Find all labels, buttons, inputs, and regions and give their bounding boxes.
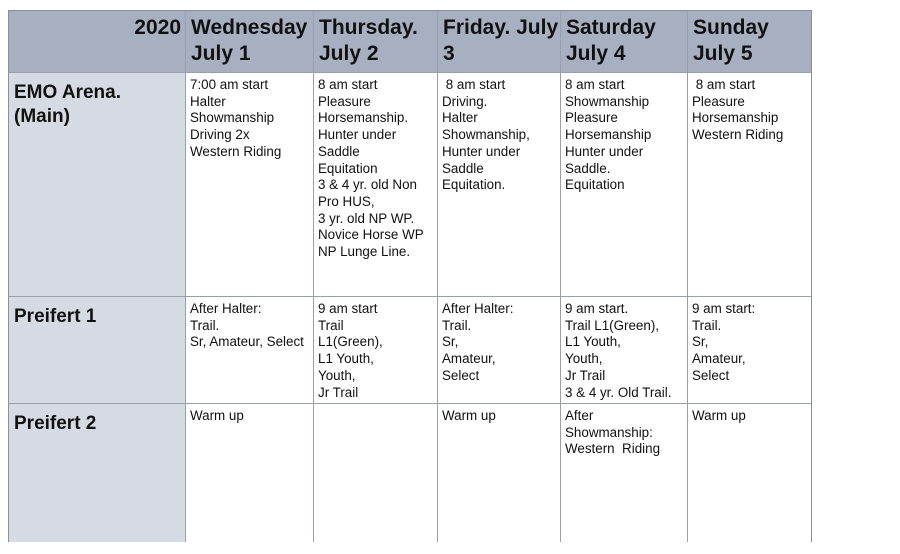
- schedule-entry: Trail: [318, 317, 344, 333]
- schedule-entry: Amateur,: [692, 351, 746, 367]
- day-name: Wednesday: [191, 16, 308, 39]
- arena-label: [9, 404, 186, 542]
- arena-row-preifert-1: [9, 297, 811, 404]
- schedule-cell: [314, 73, 438, 297]
- schedule-entry: Horsemanship: [565, 127, 652, 143]
- schedule-entry: Halter: [190, 93, 226, 109]
- arena-name-line: EMO Arena.: [14, 82, 121, 103]
- year-label: 2020: [134, 16, 181, 39]
- schedule-entry: Western Riding: [190, 143, 282, 159]
- schedule-cell: [438, 297, 561, 404]
- schedule-entry: L1 Youth,: [565, 334, 621, 350]
- schedule-entry: L1 Youth,: [318, 351, 374, 367]
- schedule-entry: Trail L1(Green),: [565, 317, 660, 333]
- day-header-thursday: [314, 11, 438, 73]
- schedule-entry: Western Riding: [565, 441, 661, 457]
- schedule-entry: Select: [442, 367, 480, 383]
- schedule-entry: Hunter under: [318, 127, 397, 143]
- schedule-entry: Equitation.: [442, 177, 506, 193]
- schedule-entry: After Halter:: [190, 301, 262, 316]
- arena-name-line: Preifert 1: [14, 306, 97, 327]
- schedule-cell: [561, 73, 688, 297]
- arena-name-line: (Main): [14, 106, 70, 127]
- schedule-cell: [688, 73, 811, 297]
- schedule-entry: Jr Trail: [318, 384, 359, 400]
- schedule-entry: 8 am start: [318, 77, 378, 92]
- schedule-entry: Saddle: [318, 143, 360, 159]
- schedule-entry: Western Riding: [692, 127, 784, 143]
- day-name: Saturday: [566, 16, 656, 39]
- schedule-cell: [186, 73, 314, 297]
- day-name: Sunday: [693, 16, 769, 39]
- schedule-entry: Driving.: [442, 93, 488, 109]
- schedule-cell: [438, 404, 561, 542]
- schedule-entry: 9 am start:: [692, 301, 756, 316]
- arena-label: [9, 73, 186, 297]
- schedule-entry: Showmanship: [565, 93, 650, 109]
- schedule-entry: Sr,: [692, 334, 709, 350]
- schedule-cell: [688, 404, 811, 542]
- schedule-cell: [561, 404, 688, 542]
- schedule-entry: After: [565, 408, 594, 423]
- schedule-entry: L1(Green),: [318, 334, 383, 350]
- schedule-entry: Youth,: [565, 351, 603, 367]
- day-header-friday: [438, 11, 561, 73]
- day-date: July 2: [319, 42, 379, 65]
- schedule-entry: Equitation: [318, 160, 378, 176]
- schedule-entry: Horsemanship: [692, 110, 779, 126]
- header-row: [9, 11, 811, 73]
- schedule-entry: Pleasure: [318, 93, 371, 109]
- schedule-entry: Horsemanship.: [318, 110, 409, 126]
- arena-row-emo: [9, 73, 811, 297]
- schedule-cell: [314, 297, 438, 404]
- schedule-cell: [314, 404, 438, 542]
- arena-name-line: Preifert 2: [14, 413, 97, 434]
- schedule-entry: Jr Trail: [565, 367, 606, 383]
- schedule-entry: After Halter:: [442, 301, 514, 316]
- schedule-cell: [186, 404, 314, 542]
- schedule-entry: 3 & 4 yr. old Non: [318, 177, 417, 193]
- schedule-entry: Showmanship:: [565, 424, 653, 440]
- schedule-cell: [688, 297, 811, 404]
- day-name: Thursday.: [319, 16, 418, 39]
- schedule-entry: Showmanship: [190, 110, 275, 126]
- schedule-entry: Hunter under: [565, 143, 644, 159]
- schedule-entry: Pleasure: [565, 110, 618, 126]
- schedule-cell: [438, 73, 561, 297]
- day-date: July 1: [191, 42, 251, 65]
- schedule-entry: 9 am start: [318, 301, 378, 316]
- schedule-entry: NP Lunge Line.: [318, 244, 411, 260]
- schedule-entry: Novice Horse WP: [318, 227, 424, 243]
- schedule-cell: [561, 297, 688, 404]
- schedule-entry: 9 am start.: [565, 301, 629, 316]
- schedule-entry: Trail.: [190, 317, 220, 333]
- arena-label: [9, 297, 186, 404]
- schedule-entry: Trail.: [442, 317, 472, 333]
- day-date: July 5: [693, 42, 753, 65]
- schedule-entry: Warm up: [692, 408, 746, 423]
- schedule-entry: 3 & 4 yr. Old Trail.: [565, 384, 672, 400]
- schedule-entry: 8 am start: [565, 77, 625, 92]
- day-header-sunday: [688, 11, 811, 73]
- schedule-entry: 3 yr. old NP WP.: [318, 210, 415, 226]
- day-date: July 4: [566, 42, 626, 65]
- schedule-entry: Sr, Amateur, Select: [190, 334, 304, 350]
- day-date: 3: [443, 42, 455, 65]
- schedule-entry: Equitation: [565, 177, 625, 193]
- schedule-entry: Select: [692, 367, 730, 383]
- schedule-table: [8, 10, 812, 542]
- schedule-entry: Pro HUS,: [318, 193, 375, 209]
- year-header: [9, 11, 186, 73]
- schedule-entry: Driving 2x: [190, 127, 250, 143]
- schedule-cell: [186, 297, 314, 404]
- schedule-entry: Warm up: [190, 408, 244, 423]
- schedule-entry: Youth,: [318, 367, 356, 383]
- day-name: Friday. July: [443, 16, 559, 39]
- schedule-entry: Sr,: [442, 334, 459, 350]
- schedule-entry: Showmanship,: [442, 127, 530, 143]
- schedule-entry: Hunter under: [442, 143, 521, 159]
- schedule-entry: Saddle: [442, 160, 484, 176]
- schedule-entry: Trail.: [692, 317, 722, 333]
- schedule-entry: Amateur,: [442, 351, 496, 367]
- day-header-wednesday: [186, 11, 314, 73]
- schedule-entry: Halter: [442, 110, 478, 126]
- arena-row-preifert-2: [9, 404, 811, 542]
- day-header-saturday: [561, 11, 688, 73]
- schedule-entry: 8 am start: [692, 77, 756, 92]
- schedule-entry: Saddle.: [565, 160, 611, 176]
- schedule-entry: Pleasure: [692, 93, 745, 109]
- schedule-entry: 8 am start: [442, 77, 506, 92]
- schedule-entry: 7:00 am start: [190, 77, 269, 92]
- schedule-entry: Warm up: [442, 408, 496, 423]
